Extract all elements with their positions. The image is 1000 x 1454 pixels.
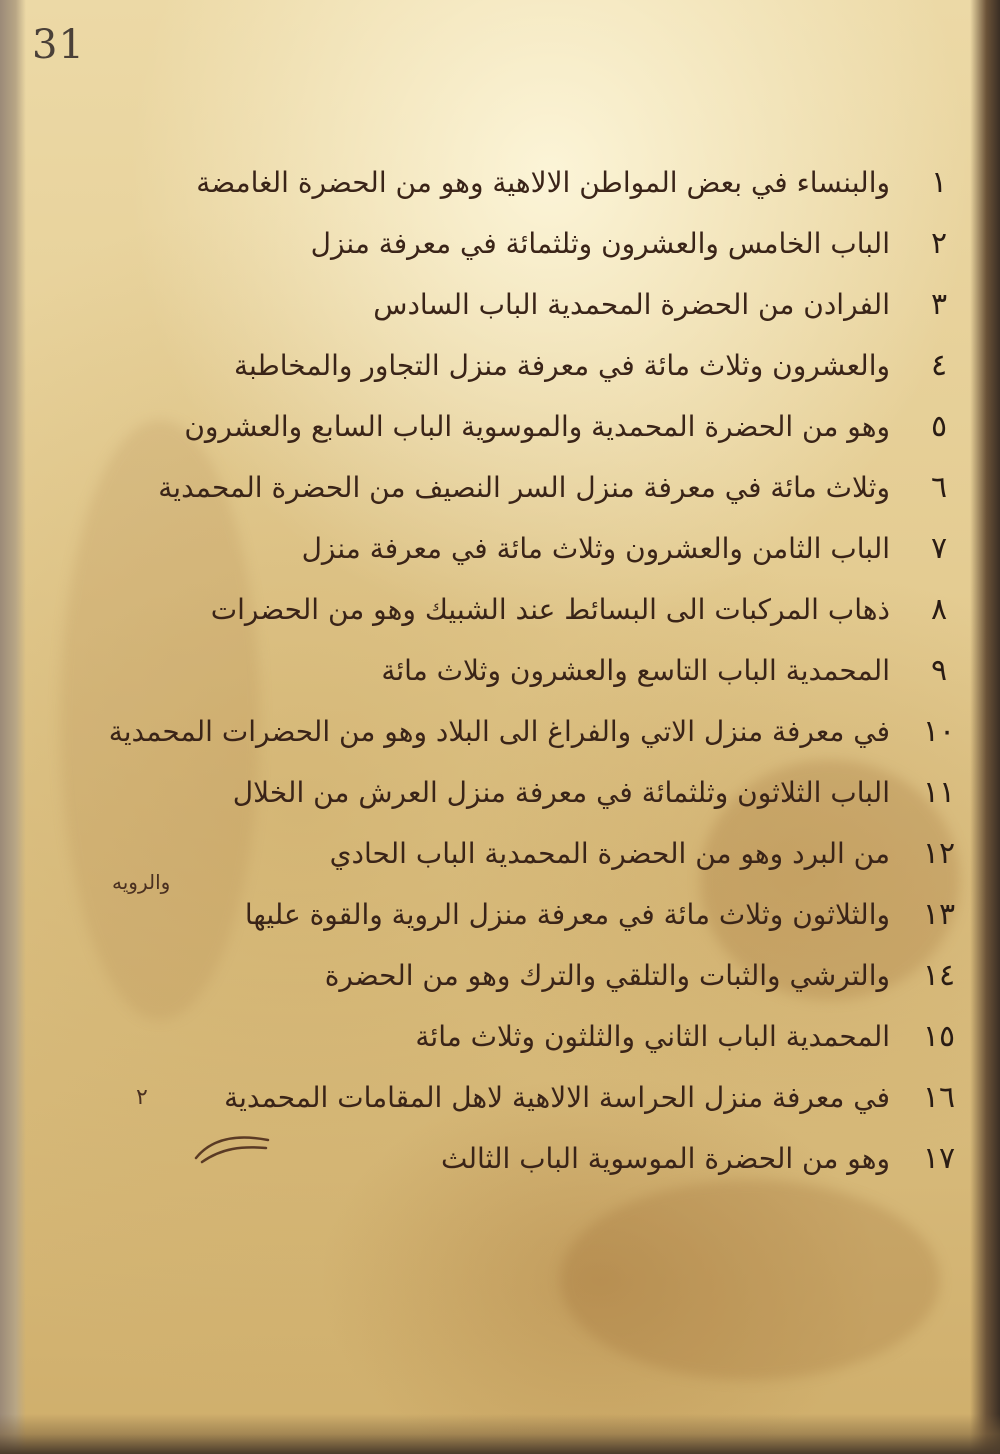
text-line <box>190 531 970 592</box>
line-number: ١٢ <box>922 836 956 871</box>
line-text: الباب الخامس والعشرون وثلثمائة في معرفة منزل <box>310 227 890 260</box>
line-number: ١١ <box>922 775 956 810</box>
text-line <box>190 1080 970 1141</box>
line-number: ١٥ <box>922 1019 956 1054</box>
text-line <box>190 226 970 287</box>
page-right-edge <box>970 0 1000 1454</box>
margin-note: والرويه <box>112 870 171 894</box>
line-text: الباب الثلاثون وثلثمائة في معرفة منزل العرش من الخلال <box>232 776 890 809</box>
line-text: الفرادن من الحضرة المحمدية الباب السادس <box>373 288 890 321</box>
line-text: والعشرون وثلاث مائة في معرفة منزل التجاور والمخاطبة <box>234 349 890 382</box>
text-line <box>190 348 970 409</box>
line-number: ١ <box>930 165 948 200</box>
text-line <box>190 897 970 958</box>
text-line <box>184 409 970 470</box>
text-line <box>190 287 970 348</box>
line-number: ٨ <box>930 592 948 627</box>
text-line <box>190 1019 970 1080</box>
line-text: وهو من الحضرة الموسوية الباب الثالث <box>440 1142 890 1175</box>
line-number: ٢ <box>930 226 948 261</box>
line-text: في معرفة منزل الحراسة الالاهية لاهل المقامات المحمدية <box>224 1081 890 1114</box>
line-number: ١٧ <box>922 1141 956 1176</box>
line-text: في معرفة منزل الاتي والفراغ الى البلاد وهو من الحضرات المحمدية <box>108 715 890 748</box>
line-text: وثلاث مائة في معرفة منزل السر النصيف من الحضرة المحمدية <box>158 471 890 504</box>
page-bottom-edge <box>0 1414 1000 1454</box>
line-number: ٩ <box>930 653 948 688</box>
ink-flourish-icon <box>192 1128 272 1168</box>
line-text: والبنساء في بعض المواطن الالاهية وهو من الحضرة الغامضة <box>196 166 890 199</box>
text-line <box>190 775 970 836</box>
line-number: ٤ <box>930 348 948 383</box>
line-number: ١٠ <box>922 714 956 749</box>
line-text: ذهاب المركبات الى البسائط عند الشبيك وهو من الحضرات <box>210 593 890 626</box>
text-line <box>190 958 970 1019</box>
line-text: والترشي والثبات والتلقي والترك وهو من الحضرة <box>324 959 890 992</box>
page-left-edge <box>0 0 26 1454</box>
line-text: والثلاثون وثلاث مائة في معرفة منزل الروية والقوة عليها <box>244 898 890 931</box>
text-line <box>190 165 970 226</box>
line-number: ٥ <box>930 409 948 444</box>
text-line <box>108 714 970 775</box>
text-line <box>190 653 970 714</box>
text-line <box>190 836 970 897</box>
line-number: ٧ <box>930 531 948 566</box>
line-number: ١٣ <box>922 897 956 932</box>
line-text: الباب الثامن والعشرون وثلاث مائة في معرفة منزل <box>301 532 890 565</box>
text-line <box>190 592 970 653</box>
line-number: ٦ <box>930 470 948 505</box>
line-text: من البرد وهو من الحضرة المحمدية الباب الحادي <box>329 837 890 870</box>
line-number: ١٦ <box>922 1080 956 1115</box>
line-text: المحمدية الباب التاسع والعشرون وثلاث مائة <box>381 654 890 687</box>
margin-mark: ٢ <box>136 1085 148 1110</box>
line-number: ١٤ <box>922 958 956 993</box>
line-number: ٣ <box>930 287 948 322</box>
line-text: المحمدية الباب الثاني والثلثون وثلاث مائة <box>415 1020 890 1053</box>
text-line <box>158 470 970 531</box>
folio-number: 31 <box>32 22 85 68</box>
water-stain <box>560 1180 940 1380</box>
text-line <box>190 1141 970 1202</box>
line-text: وهو من الحضرة المحمدية والموسوية الباب السابع والعشرون <box>184 410 890 443</box>
